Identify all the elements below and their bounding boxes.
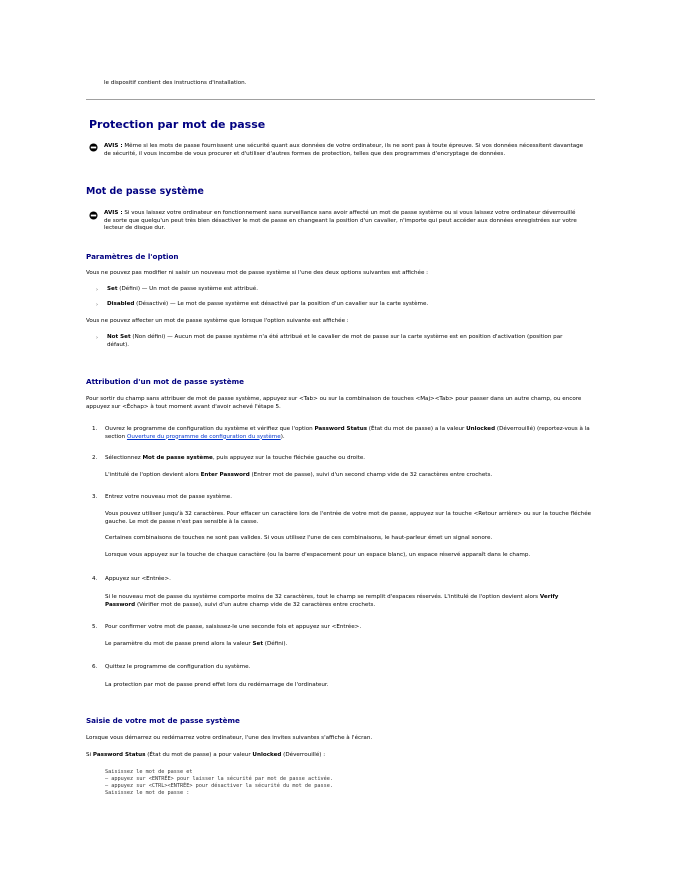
- option-settings-intro: Vous ne pouvez pas modifier ni saisir un nouveau mot de passe système si l'une des deux options suivantes est affichée :: [86, 270, 429, 276]
- step-3-detail-1: Vous pouvez utiliser jusqu'à 32 caractères. Pour effacer un caractère lors de l'entrée de votre mot de passe, appuyez sur la touche <Retour arrière> ou sur la touche fléchée gauche. Le mot de passe n'est pas sensible à la casse.: [105, 511, 592, 525]
- step-number: 1.: [92, 426, 98, 432]
- enter-intro: Lorsque vous démarrez ou redémarrez votre ordinateur, l'une des invites suivantes s'affiche à l'écran.: [86, 735, 373, 741]
- step-4-detail: Si le nouveau mot de passe du système comporte moins de 32 caractères, tout le champ se remplit d'espaces réservés. L'intitulé de l'option devient alors Verify Password (Vérifier mot de passe), suivi d'un autre champ vide de 32 caractères entre crochets.: [105, 594, 559, 608]
- step-number: 5.: [92, 624, 98, 630]
- enter-password-title: Saisie de votre mot de passe système: [86, 716, 240, 725]
- setup-program-link[interactable]: Ouverture du programme de configuration du système: [126, 433, 281, 440]
- notice-1-text: Même si les mots de passe fournissent une sécurité quant aux données de votre ordinateur, ils ne sont pas à toute épreuve. Si vos données nécessitent davantage de sécurité, il vous incombe de vous procurer et d'utiliser d'autres formes de protection, telles que des programmes d'encryptage de données.: [104, 143, 584, 157]
- system-password-title: Mot de passe système: [86, 186, 204, 197]
- step-2-detail: L'intitulé de l'option devient alors Enter Password (Entrer mot de passe), suivi d'un second champ vide de 32 caractères entre crochets.: [105, 472, 493, 478]
- notice-icon: [89, 143, 98, 152]
- assign-password-title: Attribution d'un mot de passe système: [86, 377, 244, 386]
- enter-condition: Si Password Status (État du mot de passe) a pour valeur Unlocked (Déverrouillé) :: [86, 752, 326, 758]
- assign-intro: Pour sortir du champ sans attribuer de mot de passe système, appuyez sur <Tab> ou sur la combinaison de touches <Maj><Tab> pour passer dans un autre champ, ou encore appuyez sur <Échap> à tout moment avant d'avoir achevé l'étape 5.: [86, 396, 582, 410]
- step-6: Quittez le programme de configuration du système.: [105, 664, 251, 670]
- section-divider: [86, 99, 595, 100]
- step-1: Ouvrez le programme de configuration du système et vérifiez que l'option Password Status (État du mot de passe) a la valeur Unlocked (Déverrouillé) (reportez-vous à la section Ouverture du programme de configuration du système).: [105, 426, 590, 440]
- bullet-marker: ›: [96, 335, 98, 341]
- notice-icon: [89, 211, 98, 220]
- intro-line: le dispositif contient des instructions d'installation.: [104, 80, 247, 86]
- notice-1: [104, 143, 584, 158]
- step-6-detail: La protection par mot de passe prend effet lors du redémarrage de l'ordinateur.: [105, 682, 329, 688]
- step-number: 3.: [92, 494, 98, 500]
- step-3: Entrez votre nouveau mot de passe système.: [105, 494, 233, 500]
- option-settings-title: Paramètres de l'option: [86, 252, 179, 261]
- bullet-marker: ›: [96, 287, 98, 293]
- step-4: Appuyez sur <Entrée>.: [105, 576, 171, 582]
- step-5: Pour confirmer votre mot de passe, saisissez-le une seconde fois et appuyez sur <Entrée>.: [105, 624, 362, 630]
- code-line: – appuyez sur <ENTRÉE> pour laisser la sécurité par mot de passe activée.: [105, 776, 333, 782]
- bullet-marker: ›: [96, 302, 98, 308]
- notice-2-label: AVIS :: [104, 210, 123, 216]
- code-line: Saisissez le mot de passe :: [105, 790, 190, 796]
- option-item-not-set: Not Set (Non défini) — Aucun mot de passe système n'a été attribué et le cavalier de mot de passe sur la carte système est en position d'activation (position par défaut).: [107, 334, 563, 348]
- step-2: Sélectionnez Mot de passe système, puis appuyez sur la touche fléchée gauche ou droite.: [105, 455, 366, 461]
- notice-2-text: Si vous laissez votre ordinateur en fonctionnement sans surveillance sans avoir affecté un mot de passe système ou si vous laissez votre ordinateur déverrouillé de sorte que quelqu'un peut très bien désactiver le mot de passe en changeant la position d'un cavalier, n'importe qui peut accéder aux données enregistrées sur votre lecteur de disque dur.: [104, 210, 577, 232]
- step-3-detail-3: Lorsque vous appuyez sur la touche de chaque caractère (ou la barre d'espacement pour un espace blanc), un espace réservé apparaît dans le champ.: [105, 552, 531, 558]
- notice-1-label: AVIS :: [104, 143, 123, 149]
- step-number: 2.: [92, 455, 98, 461]
- option-settings-intro-2: Vous ne pouvez affecter un mot de passe système que lorsque l'option suivante est affichée :: [86, 318, 349, 324]
- step-number: 4.: [92, 576, 98, 582]
- section-title: Protection par mot de passe: [89, 118, 266, 131]
- option-item-disabled: Disabled (Désactivé) — Le mot de passe système est désactivé par la position d'un cavalier sur la carte système.: [107, 301, 429, 307]
- notice-2: [104, 210, 584, 233]
- option-item-set: Set (Défini) — Un mot de passe système est attribué.: [107, 286, 258, 292]
- code-line: – appuyez sur <CTRL><ENTRÉE> pour désactiver la sécurité du mot de passe.: [105, 783, 333, 789]
- code-line: Saisissez le mot de passe et: [105, 769, 193, 775]
- step-3-detail-2: Certaines combinaisons de touches ne sont pas valides. Si vous utilisez l'une de ces combinaisons, le haut-parleur émet un signal sonore.: [105, 535, 493, 541]
- step-number: 6.: [92, 664, 98, 670]
- prompt-code-block: [105, 769, 333, 797]
- step-5-detail: Le paramètre du mot de passe prend alors la valeur Set (Défini).: [105, 641, 288, 647]
